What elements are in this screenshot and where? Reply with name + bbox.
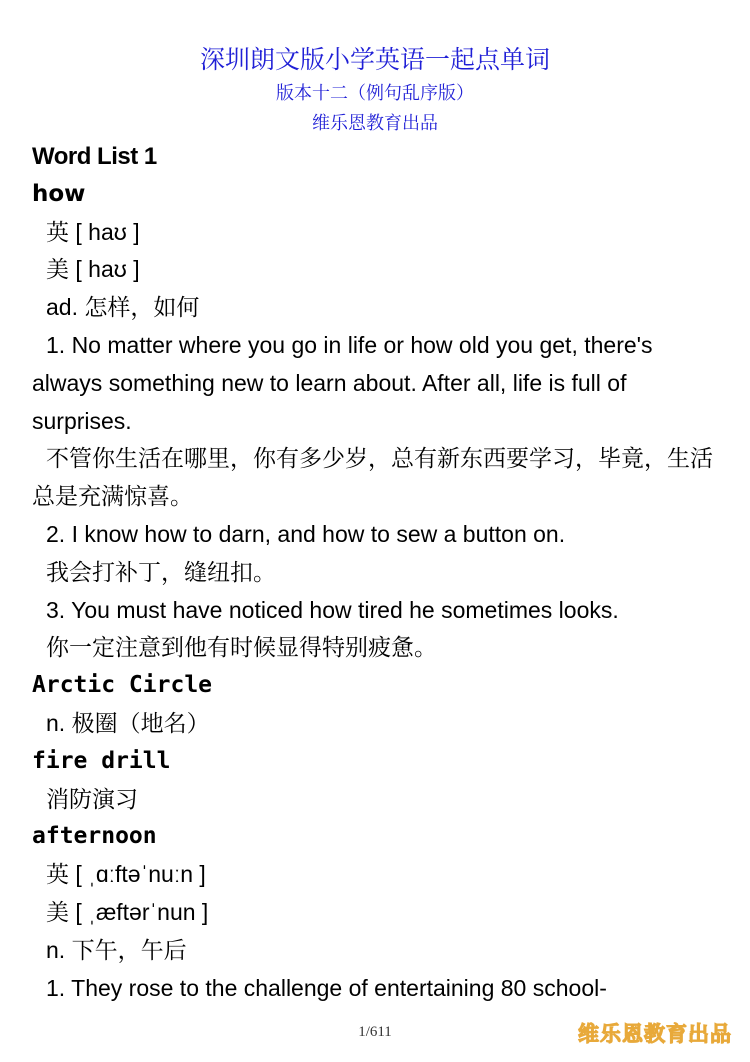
entry-word-arctic-circle: Arctic Circle xyxy=(32,672,213,699)
definition: 消防演习 xyxy=(46,785,138,812)
entry-word-afternoon: afternoon xyxy=(32,823,157,850)
definition: n. 极圈（地名） xyxy=(46,709,210,736)
publisher-line: 维乐恩教育出品 xyxy=(312,113,438,133)
entry-word-fire-drill: fire drill xyxy=(32,747,171,774)
entry-word-how: how xyxy=(32,180,86,207)
word-list-content xyxy=(32,138,722,1007)
example-sentence-zh: 你一定注意到他有时候显得特别疲惫。 xyxy=(46,634,437,661)
definition: ad. 怎样，如何 xyxy=(46,294,200,321)
word-list-title: Word List 1 xyxy=(32,143,157,170)
document-subtitle: 版本十二（例句乱序版） xyxy=(276,83,474,103)
page-number: 1/611 xyxy=(358,1024,392,1040)
us-pronunciation: 美 [ haʊ ] xyxy=(46,256,140,283)
publisher-watermark: 维乐恩教育出品 xyxy=(578,1023,732,1046)
example-sentence-en: 2. I know how to darn, and how to sew a button on. xyxy=(46,520,566,547)
example-sentence-en: 3. You must have noticed how tired he sometimes looks. xyxy=(46,596,619,623)
example-sentence-en: 1. They rose to the challenge of entertaining 80 school- xyxy=(46,974,607,1001)
example-sentence-zh: 不管你生活在哪里，你有多少岁，总有新东西要学习，毕竟，生活总是充满惊喜。 xyxy=(32,445,713,510)
us-pronunciation: 美 [ ˌæftərˈnun ] xyxy=(46,898,209,925)
document-header xyxy=(0,42,750,138)
example-sentence-zh: 我会打补丁，缝纽扣。 xyxy=(46,558,276,585)
document-title: 深圳朗文版小学英语一起点单词 xyxy=(199,46,550,74)
example-sentence-en: 1. No matter where you go in life or how old you get, there's always something new to learn about. After all, life is full of surprises. xyxy=(32,331,653,434)
uk-pronunciation: 英 [ ˌɑːftəˈnuːn ] xyxy=(46,861,206,888)
definition: n. 下午，午后 xyxy=(46,936,187,963)
uk-pronunciation: 英 [ haʊ ] xyxy=(46,218,140,245)
